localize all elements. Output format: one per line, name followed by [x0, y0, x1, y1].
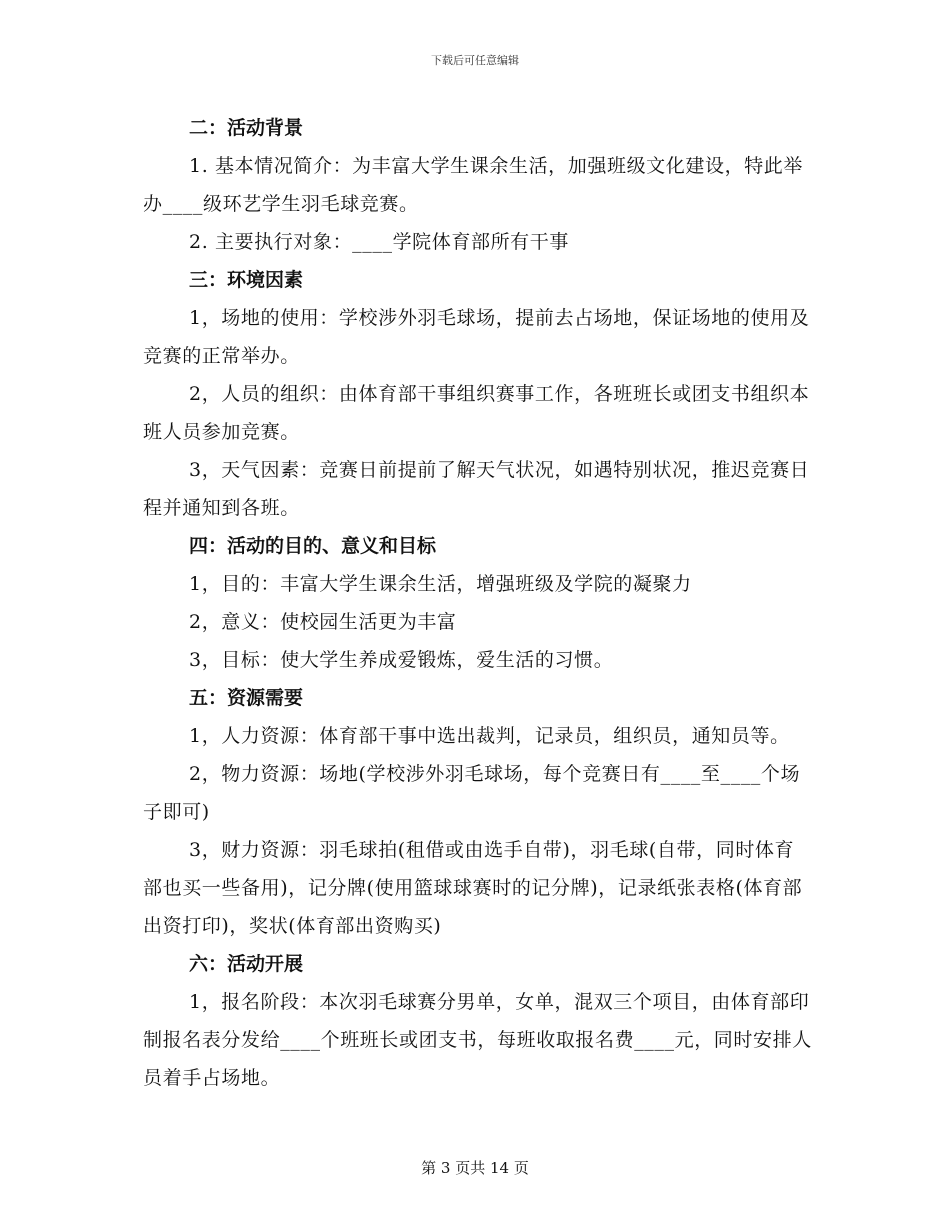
section-heading-background: 二：活动背景	[189, 117, 304, 139]
page-number: 第 3 页共 14 页	[421, 1159, 529, 1177]
section-heading-activity: 六：活动开展	[189, 953, 304, 975]
paragraph-staff-organization: 2，人员的组织：由体育部干事组织赛事工作，各班班长或团支书组织本班人员参加竞赛。	[143, 383, 810, 443]
paragraph-material-resources: 2，物力资源：场地(学校涉外羽毛球场，每个竞赛日有____至____个场子即可)	[143, 763, 801, 823]
paragraph-target-audience: 2. 主要执行对象：____学院体育部所有干事	[189, 231, 569, 253]
paragraph-venue-use: 1，场地的使用：学校涉外羽毛球场，提前去占场地，保证场地的使用及竞赛的正常举办。	[143, 307, 810, 367]
paragraph-basic-intro: 1. 基本情况简介：为丰富大学生课余生活，加强班级文化建设，特此举办____级环艺学生羽毛球竞赛。	[143, 155, 803, 215]
paragraph-purpose: 1，目的：丰富大学生课余生活，增强班级及学院的凝聚力	[189, 573, 692, 595]
paragraph-financial-resources: 3，财力资源：羽毛球拍(租借或由选手自带)，羽毛球(自带，同时体育部也买一些备用)，记分牌(使用篮球球赛时的记分牌)，记录纸张表格(体育部出资打印)，奖状(体育部出资购买)	[143, 839, 803, 937]
section-heading-resources: 五：资源需要	[189, 687, 304, 709]
section-heading-environment: 三：环境因素	[189, 269, 304, 291]
paragraph-objective: 3，目标：使大学生养成爱锻炼，爱生活的习惯。	[189, 649, 614, 671]
paragraph-human-resources: 1，人力资源：体育部干事中选出裁判，记录员，组织员，通知员等。	[189, 725, 790, 747]
header-note: 下载后可任意编辑	[431, 54, 519, 67]
section-heading-goals: 四：活动的目的、意义和目标	[189, 535, 437, 557]
paragraph-registration: 1，报名阶段：本次羽毛球赛分男单，女单，混双三个项目，由体育部印制报名表分发给____个班班长或团支书，每班收取报名费____元，同时安排人员着手占场地。	[143, 991, 812, 1089]
document-body	[143, 109, 813, 1097]
paragraph-significance: 2，意义：使校园生活更为丰富	[189, 611, 457, 633]
paragraph-weather: 3，天气因素：竞赛日前提前了解天气状况，如遇特别状况，推迟竞赛日程并通知到各班。	[143, 459, 810, 519]
